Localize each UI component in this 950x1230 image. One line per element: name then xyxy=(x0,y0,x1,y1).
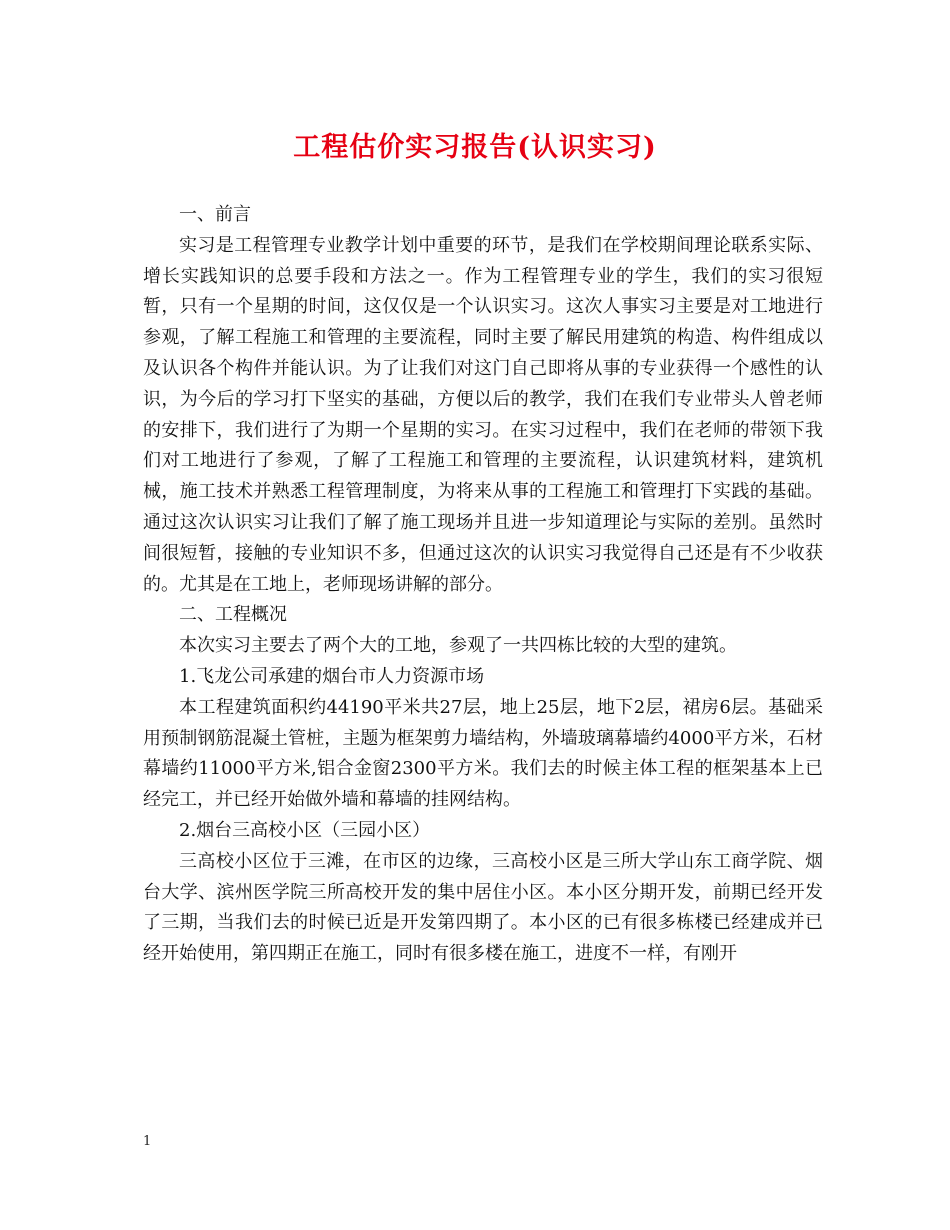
subheading-project-2: 2.烟台三高校小区（三园小区） xyxy=(179,819,431,841)
paragraph-preface: 实习是工程管理专业教学计划中重要的环节，是我们在学校期间理论联系实际、增长实践知识的总要手段和方法之一。作为工程管理专业的学生，我们的实习很短暂，只有一个星期的时间，这仅仅是一个认识实习。这次人事实习主要是对工地进行参观，了解工程施工和管理的主要流程，同时主要了解民用建筑的构造、构件组成以及认识各个构件并能认识。为了让我们对这门自己即将从事的专业获得一个感性的认识，为今后的学习打下坚实的基础，方便以后的教学，我们在我们专业带头人曾老师的安排下，我们进行了为期一个星期的实习。在实习过程中，我们在老师的带领下我们对工地进行了参观，了解了工程施工和管理的主要流程，认识建筑材料，建筑机械，施工技术并熟悉工程管理制度，为将来从事的工程施工和管理打下实践的基础。通过这次认识实习让我们了解了施工现场并且进一步知道理论与实际的差别。虽然时间很短暂，接触的专业知识不多，但通过这次的认识实习我觉得自己还是有不少收获的。尤其是在工地上，老师现场讲解的部分。 xyxy=(143,234,823,595)
paragraph-project-1: 本工程建筑面积约44190平米共27层，地上25层，地下2层，裙房6层。基础采用预制钢筋混凝土管桩，主题为框架剪力墙结构，外墙玻璃幕墙约4000平方米，石材幕墙约11000平方米,铝合金窗2300平方米。我们去的时候主体工程的框架基本上已经完工，并已经开始做外墙和幕墙的挂网结构。 xyxy=(143,696,823,811)
document-title: 工程估价实习报告(认识实习) xyxy=(293,132,657,163)
subheading-project-1: 1.飞龙公司承建的烟台市人力资源市场 xyxy=(179,665,485,687)
document-body xyxy=(143,200,823,970)
section-heading-preface: 一、前言 xyxy=(179,204,251,225)
section-heading-overview: 二、工程概况 xyxy=(179,604,287,626)
page-number: 1 xyxy=(143,1134,152,1149)
paragraph-overview-intro: 本次实习主要去了两个大的工地，参观了一共四栋比较的大型的建筑。 xyxy=(179,635,737,657)
paragraph-project-2: 三高校小区位于三滩，在市区的边缘，三高校小区是三所大学山东工商学院、烟台大学、滨州医学院三所高校开发的集中居住小区。本小区分期开发，前期已经开发了三期，当我们去的时候已近是开发第四期了。本小区的已有很多栋楼已经建成并已经开始使用，第四期正在施工，同时有很多楼在施工，进度不一样，有刚开 xyxy=(143,850,823,965)
